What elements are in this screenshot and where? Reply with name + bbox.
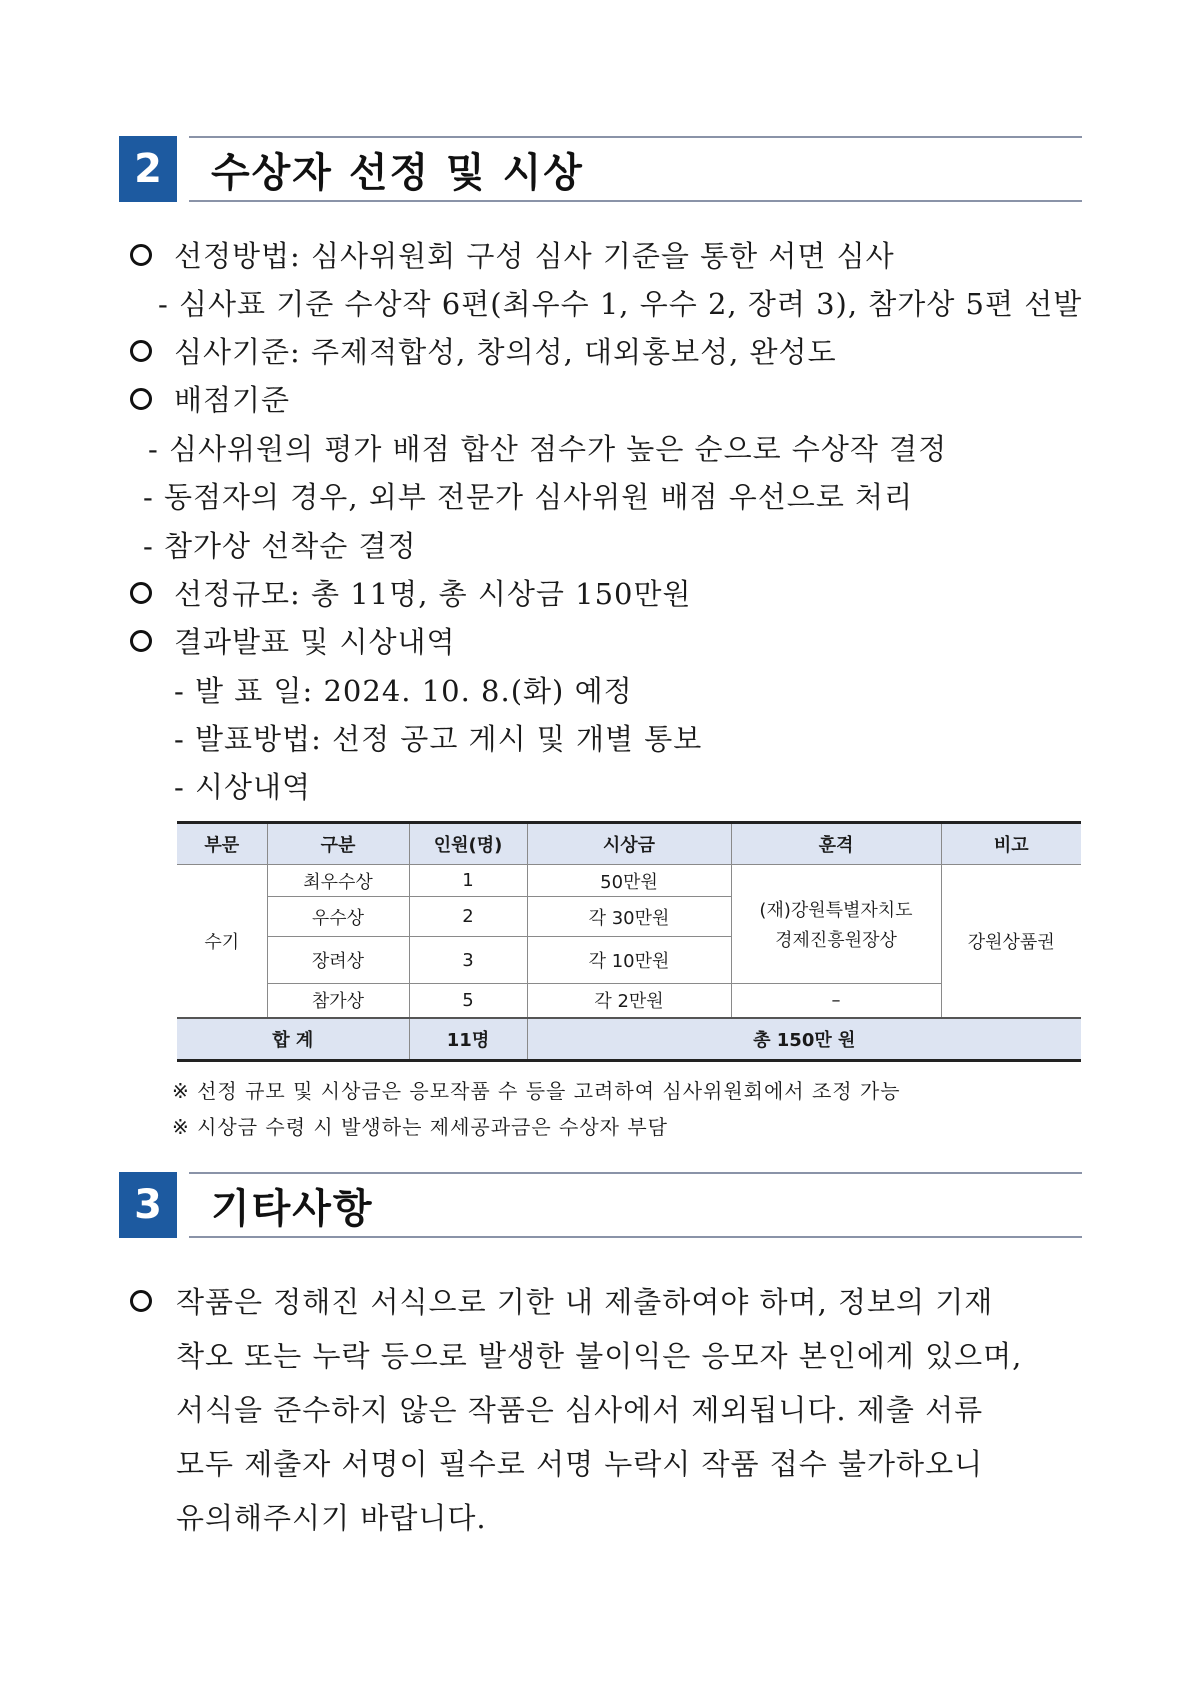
judging-criteria: 심사기준: 주제적합성, 창의성, 대외홍보성, 완성도 [174,335,837,369]
header-category: 부문 [177,823,267,865]
award-prize-cell: 각 10만원 [527,937,731,984]
award-prize-cell: 각 30만원 [527,897,731,937]
award-details-label: - 시상내역 [174,770,312,804]
paragraph-line-1: 작품은 정해진 서식으로 기한 내 제출하여야 하며, 정보의 기재 [176,1285,994,1319]
circle-bullet-icon [130,1290,152,1312]
award-count-cell: 3 [409,937,527,984]
scoring-criteria: 배점기준 [174,383,291,417]
category-cell: 수기 [177,865,267,1018]
honor-line-2: 경제진흥원장상 [775,930,897,951]
section-3-title: 기타사항 [211,1185,374,1232]
award-type-cell: 우수상 [267,897,409,937]
header-rule-bottom [189,1236,1082,1238]
total-prize: 총 150만 원 [527,1018,1081,1061]
footnote-2: ※ 시상금 수령 시 발생하는 제세공과금은 수상자 부담 [172,1115,668,1139]
circle-bullet-icon [130,340,152,362]
results-announcement: 결과발표 및 시상내역 [174,625,456,659]
section-3-header [119,1172,1082,1238]
header-prize: 시상금 [527,823,731,865]
award-type-cell: 최우수상 [267,865,409,897]
scoring-detail-3: - 참가상 선착순 결정 [143,529,417,563]
total-count: 11명 [409,1018,527,1061]
award-count-cell: 1 [409,865,527,897]
header-type: 구분 [267,823,409,865]
header-note: 비고 [941,823,1081,865]
paragraph-line-5: 유의해주시기 바랍니다. [176,1501,487,1535]
selection-method-detail: - 심사표 기준 수상작 6편(최우수 1, 우수 2, 장려 3), 참가상 5편 선발 [158,287,1083,321]
honor-line-1: (재)강원특별자치도 [759,900,913,921]
scoring-detail-2: - 동점자의 경우, 외부 전문가 심사위원 배점 우선으로 처리 [143,480,914,514]
award-count-cell: 5 [409,984,527,1018]
announcement-date: - 발 표 일: 2024. 10. 8.(화) 예정 [174,674,633,708]
honor-participation-cell: – [731,984,941,1018]
total-label: 합 계 [177,1018,409,1061]
award-prize-cell: 각 2만원 [527,984,731,1018]
header-honor: 훈격 [731,823,941,865]
paragraph-line-2: 착오 또는 누락 등으로 발생한 불이익은 응모자 본인에게 있으며, [176,1339,1023,1373]
table-row [177,865,1081,897]
award-type-cell: 장려상 [267,937,409,984]
announcement-method: - 발표방법: 선정 공고 게시 및 개별 통보 [174,722,703,756]
scoring-detail-1: - 심사위원의 평가 배점 합산 점수가 높은 순으로 수상작 결정 [148,432,948,466]
paragraph-line-3: 서식을 준수하지 않은 작품은 심사에서 제외됩니다. 제출 서류 [176,1393,984,1427]
table-header-row [177,823,1081,865]
award-type-cell: 참가상 [267,984,409,1018]
selection-method: 선정방법: 심사위원회 구성 심사 기준을 통한 서면 심사 [174,239,895,273]
award-table [177,821,1081,1062]
selection-scale: 선정규모: 총 11명, 총 시상금 150만원 [174,577,692,611]
header-rule-bottom [189,200,1082,202]
paragraph-line-4: 모두 제출자 서명이 필수로 서명 누락시 작품 접수 불가하오니 [176,1447,984,1481]
award-count-cell: 2 [409,897,527,937]
circle-bullet-icon [130,388,152,410]
footnote-1: ※ 선정 규모 및 시상금은 응모작품 수 등을 고려하여 심사위원회에서 조정 가능 [172,1079,901,1103]
circle-bullet-icon [130,244,152,266]
section-2-number: 2 [119,136,177,202]
header-count: 인원(명) [409,823,527,865]
award-prize-cell: 50만원 [527,865,731,897]
note-cell: 강원상품권 [941,865,1081,1018]
table-total-row [177,1018,1081,1061]
section-3-number: 3 [119,1172,177,1238]
circle-bullet-icon [130,582,152,604]
honor-cell [731,865,941,984]
section-2-header [119,136,1082,202]
section-2-title: 수상자 선정 및 시상 [211,149,584,196]
circle-bullet-icon [130,630,152,652]
